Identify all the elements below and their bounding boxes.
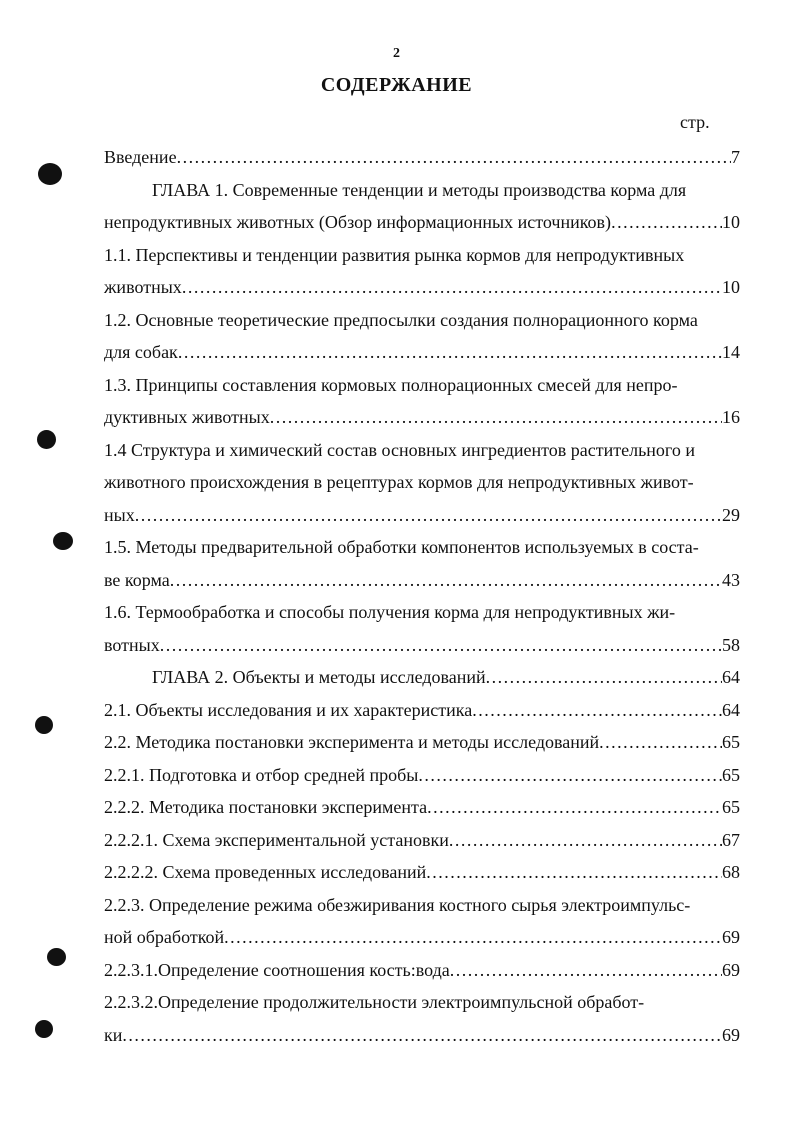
- toc-leader-line: [104, 141, 740, 174]
- toc-entry-first-line: 2.2.3.2.Определение продолжительности электроимпульсной обработ-: [104, 992, 645, 1012]
- toc-entry-text: 2.1. Объекты исследования и их характеристика: [104, 699, 473, 720]
- toc-leader-dots: [418, 759, 722, 792]
- toc-leader-line: [104, 921, 740, 954]
- toc-page-number: 7: [731, 147, 740, 167]
- toc-entry: [104, 596, 740, 661]
- toc-page-number: 65: [722, 797, 740, 817]
- toc-leader-line: [104, 856, 740, 889]
- toc-entry: [104, 531, 740, 596]
- toc-leader-line: [104, 629, 740, 662]
- punch-hole-mark: [35, 1020, 53, 1038]
- toc-leader-dots: [599, 726, 722, 759]
- toc-leader-line: [104, 661, 740, 694]
- toc-entry: [104, 856, 740, 889]
- toc-leader-line: [104, 401, 740, 434]
- toc-page-number: 65: [722, 732, 740, 752]
- toc-leader-dots: [472, 694, 722, 727]
- punch-hole-mark: [38, 163, 62, 185]
- toc-leader-dots: [177, 141, 731, 174]
- toc-leader-dots: [224, 921, 722, 954]
- toc-leader-line: [104, 824, 740, 857]
- toc-leader-line: [104, 1019, 740, 1052]
- toc-entry-text: Введение: [104, 147, 177, 167]
- page-title: СОДЕРЖАНИЕ: [320, 74, 473, 96]
- toc-leader-line: [104, 271, 740, 304]
- toc-entry: [104, 824, 740, 857]
- toc-leader-line: [104, 564, 740, 597]
- toc-page-number: 64: [722, 667, 740, 687]
- toc-leader-line: [104, 206, 740, 239]
- toc-entry-first-line: 1.3. Принципы составления кормовых полнорационных смесей для непро-: [104, 374, 678, 395]
- toc-entry-text: непродуктивных животных (Обзор информационных источников): [104, 212, 612, 232]
- toc-entry: [104, 369, 740, 434]
- punch-hole-mark: [53, 532, 73, 550]
- table-of-contents: [104, 141, 740, 1051]
- toc-entry: [104, 661, 740, 694]
- toc-entry-text: 2.2.3.1.Определение соотношения кость:вода: [104, 959, 450, 980]
- toc-entry-text: дуктивных животных: [104, 407, 270, 427]
- toc-entry-first-line: ГЛАВА 1. Современные тенденции и методы производства корма для: [152, 179, 687, 200]
- toc-entry-first-line: 1.1. Перспективы и тенденции развития рынка кормов для непродуктивных: [104, 244, 685, 265]
- toc-leader-line: [104, 499, 740, 532]
- toc-page-number: 69: [722, 927, 740, 947]
- toc-entry-first-line: 1.4 Структура и химический состав основных ингредиентов растительного и: [104, 439, 695, 460]
- toc-page-number: 65: [722, 764, 740, 785]
- toc-leader-dots: [270, 401, 722, 434]
- toc-leader-line: [104, 694, 740, 727]
- toc-leader-dots: [135, 499, 722, 532]
- toc-entry-text: ки: [104, 1024, 123, 1045]
- toc-page-number: 29: [722, 504, 740, 525]
- toc-entry-middle-line: животного происхождения в рецептурах кормов для непродуктивных живот-: [104, 472, 694, 492]
- toc-page-number: 10: [722, 277, 740, 297]
- toc-entry: [104, 239, 740, 304]
- toc-leader-dots: [182, 271, 722, 304]
- toc-page-number: 14: [722, 342, 740, 362]
- punch-hole-mark: [47, 948, 66, 966]
- toc-leader-line: [104, 336, 740, 369]
- toc-entry-first-line: 1.6. Термообработка и способы получения корма для непродуктивных жи-: [104, 602, 676, 622]
- toc-leader-dots: [486, 661, 722, 694]
- toc-leader-line: [104, 791, 740, 824]
- toc-page-number: 43: [722, 569, 740, 590]
- page-number: 2: [393, 46, 400, 61]
- toc-entry-first-line: 1.2. Основные теоретические предпосылки создания полнорационного корма: [104, 309, 698, 330]
- toc-entry-text: 2.2.1. Подготовка и отбор средней пробы: [104, 764, 419, 785]
- toc-page-number: 69: [722, 959, 740, 980]
- toc-entry: [104, 304, 740, 369]
- toc-entry-text: ГЛАВА 2. Объекты и методы исследований: [152, 667, 486, 687]
- toc-page-number: 69: [722, 1024, 740, 1045]
- toc-leader-dots: [122, 1019, 722, 1052]
- toc-entry-first-line: 1.5. Методы предварительной обработки компонентов используемых в соста-: [104, 537, 699, 557]
- toc-entry-text: 2.2.2. Методика постановки эксперимента: [104, 797, 428, 817]
- toc-page-number: 10: [722, 212, 740, 232]
- toc-entry-text: вотных: [104, 634, 160, 655]
- toc-leader-dots: [178, 336, 722, 369]
- toc-leader-dots: [449, 824, 722, 857]
- toc-entry-text: 2.2.2.1. Схема экспериментальной установки: [104, 829, 449, 850]
- toc-page-number: 67: [722, 829, 740, 850]
- toc-leader-dots: [450, 954, 722, 987]
- toc-entry: [104, 986, 740, 1051]
- toc-entry-text: животных: [104, 277, 182, 297]
- toc-leader-dots: [426, 856, 722, 889]
- toc-page-number: 58: [722, 634, 740, 655]
- toc-entry: [104, 889, 740, 954]
- toc-page-number: 68: [722, 862, 740, 882]
- punch-hole-mark: [35, 716, 53, 734]
- toc-entry: [104, 759, 740, 792]
- toc-entry: [104, 791, 740, 824]
- toc-leader-dots: [427, 791, 722, 824]
- toc-entry-text: ной обработкой: [104, 927, 225, 947]
- toc-page-number: 64: [722, 699, 740, 720]
- toc-entry: [104, 141, 740, 174]
- toc-entry: [104, 174, 740, 239]
- toc-entry-text: 2.2. Методика постановки эксперимента и методы исследований: [104, 732, 600, 752]
- toc-leader-line: [104, 759, 740, 792]
- toc-entry: [104, 954, 740, 987]
- toc-page-number: 16: [722, 407, 740, 427]
- toc-entry-text: ве корма: [104, 569, 170, 590]
- toc-leader-dots: [611, 206, 722, 239]
- toc-entry: [104, 434, 740, 532]
- punch-hole-mark: [37, 430, 56, 449]
- toc-leader-dots: [170, 564, 722, 597]
- toc-entry-first-line: 2.2.3. Определение режима обезжиривания костного сырья электроимпульс-: [104, 894, 691, 915]
- toc-entry: [104, 694, 740, 727]
- toc-leader-line: [104, 954, 740, 987]
- toc-entry-text: для собак: [104, 342, 178, 362]
- toc-entry-text: ных: [104, 504, 135, 525]
- page-column-label: стр.: [680, 112, 710, 132]
- toc-entry-text: 2.2.2.2. Схема проведенных исследований: [104, 862, 427, 882]
- toc-entry: [104, 726, 740, 759]
- toc-leader-dots: [160, 629, 722, 662]
- toc-leader-line: [104, 726, 740, 759]
